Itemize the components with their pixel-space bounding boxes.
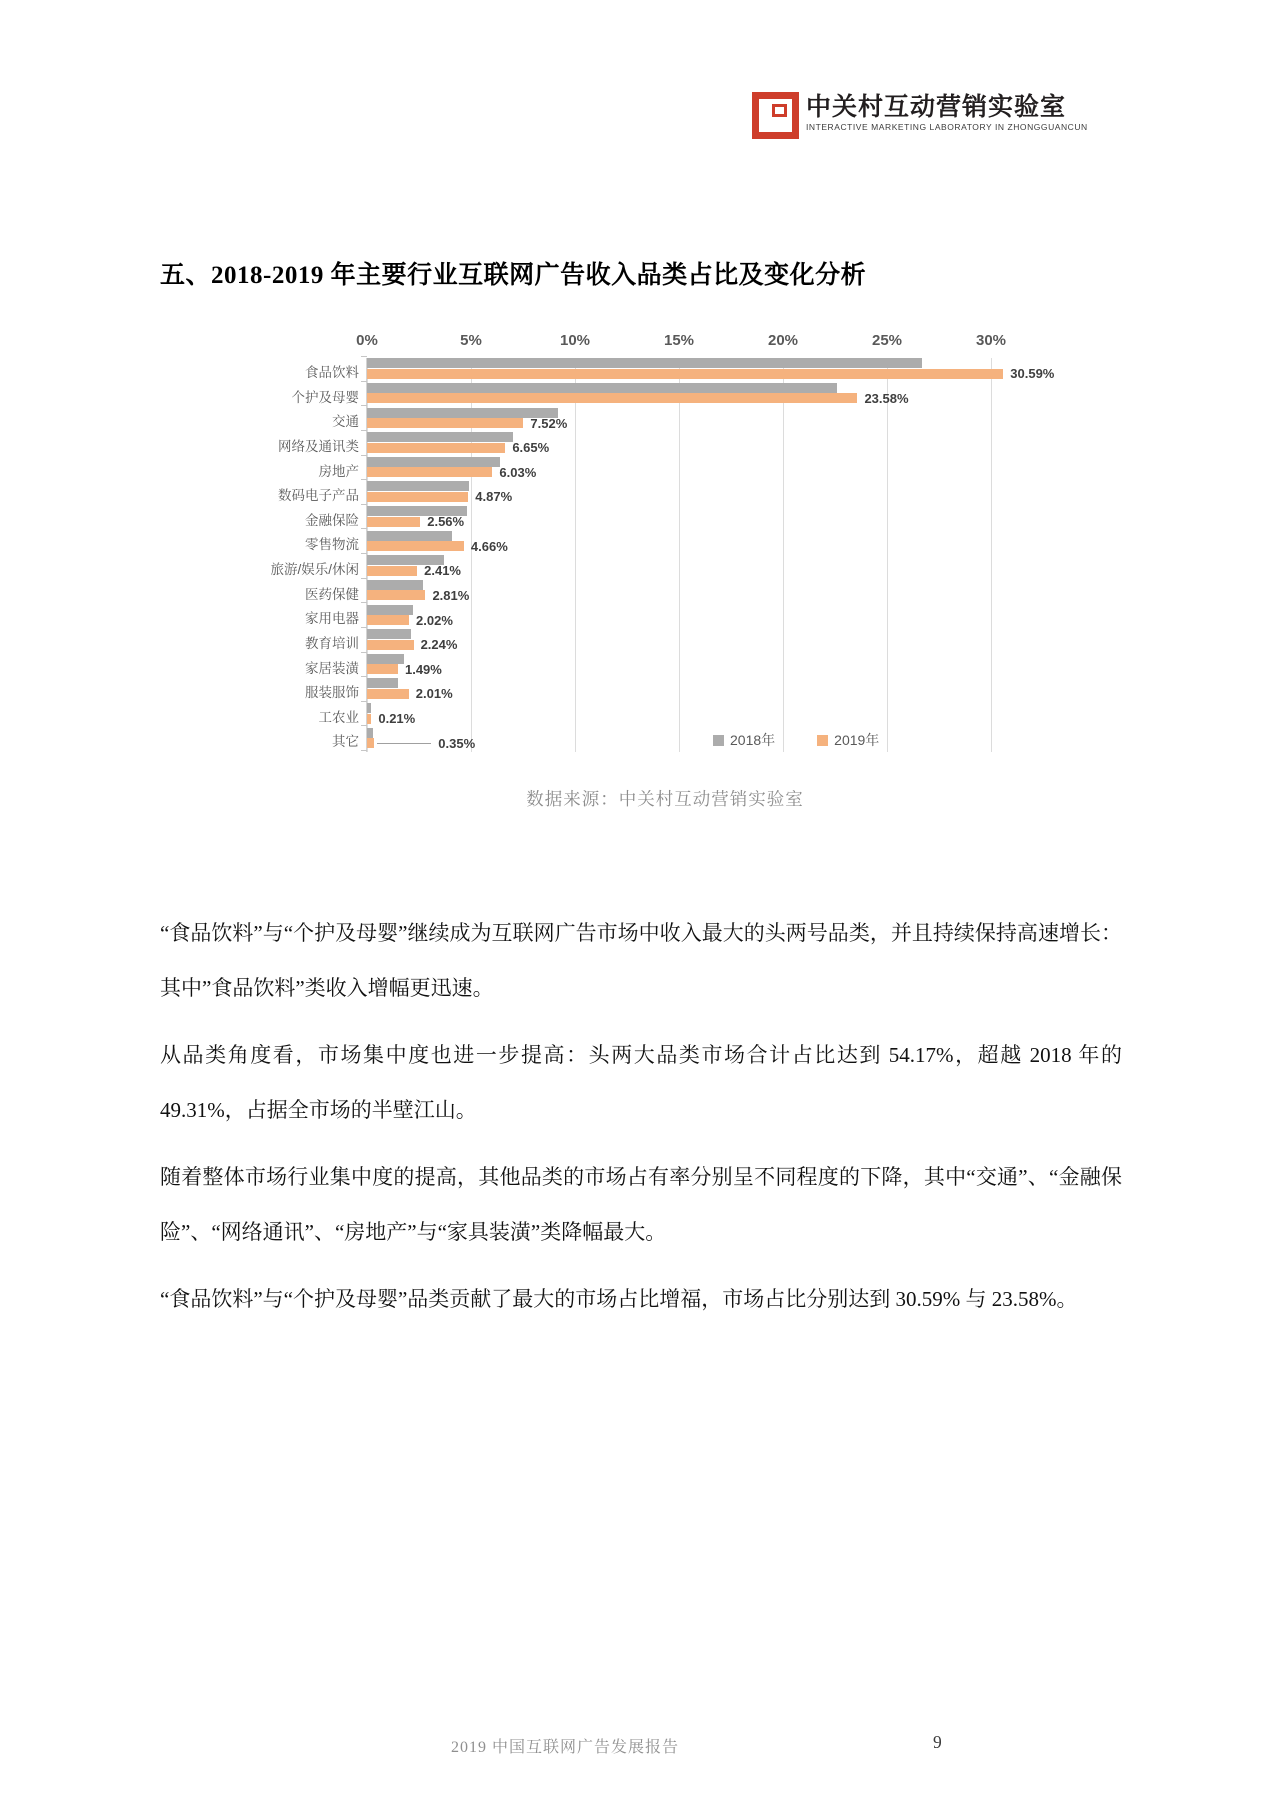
value-label: 1.49% [404,661,442,677]
bar-2018 [367,629,411,639]
paragraph-1: “食品饮料”与“个护及母婴”继续成为互联网广告市场中收入最大的头两号品类，并且持续保持高速增长：其中”食品饮料”类收入增幅更迅速。 [160,921,1122,1000]
bar-2018 [367,383,837,393]
bar-2018 [367,481,469,491]
x-axis-tick-label: 10% [559,332,591,349]
chart-plot-area [270,332,1055,752]
bar-2018 [367,531,452,541]
bar-row [305,654,993,677]
bar-row [305,678,993,702]
y-axis-tick [361,627,367,628]
body-text [160,906,1122,1339]
y-axis-tick [361,652,367,653]
bar-row [305,629,993,653]
category-label: 个护及母婴 [291,389,359,405]
y-axis-tick [361,528,367,529]
category-label: 其它 [332,734,359,750]
bar-row [278,481,993,505]
bar-2019 [367,615,409,625]
bar-row [291,383,993,406]
y-axis-tick [361,504,367,505]
bar-row [318,703,993,727]
value-label: 2.56% [427,514,465,530]
value-label: 7.52% [530,415,568,431]
bar-row [318,457,993,480]
x-axis-tick-label: 5% [460,332,482,349]
bar-2018 [367,358,922,368]
y-axis-tick [361,479,367,480]
bar-row [305,604,993,628]
category-label: 家用电器 [305,611,359,627]
bar-row [305,358,1055,382]
logo-subtitle: INTERACTIVE MARKETING LABORATORY IN ZHONGGUANCUN [806,122,1088,132]
page-number: 9 [933,1732,942,1752]
footer-title: 2019 中国互联网广告发展报告 [450,1739,679,1756]
bar-2019 [367,443,505,453]
bar-2018 [367,654,404,664]
logo-title: 中关村互动营销实验室 [806,93,1067,121]
value-label: 2.24% [420,637,458,653]
bar-2019 [367,517,420,527]
bar-2018 [367,580,423,590]
category-label: 医药保健 [305,586,359,602]
category-label: 教育培训 [305,635,359,651]
category-label: 食品饮料 [305,365,359,380]
legend-item [713,730,775,750]
y-axis-tick [361,578,367,579]
logo-text [806,92,1088,133]
logo-mark-inner-square [772,104,787,117]
y-axis-tick [361,602,367,603]
bar-2019 [367,664,398,674]
bar-2019 [367,541,464,551]
y-axis-tick [361,553,367,554]
bar-2019 [367,590,425,600]
bar-row [270,555,993,579]
category-label: 家居装潢 [305,660,359,676]
legend-swatch-icon [713,735,724,746]
bar-2019 [367,393,857,403]
bar-row [332,407,993,431]
bar-row [305,580,993,603]
bar-2018 [367,432,513,442]
value-label: 30.59% [1010,366,1055,382]
category-label: 交通 [332,414,359,430]
category-label: 数码电子产品 [278,488,359,504]
bar-2019 [367,418,523,428]
y-axis-tick [361,725,367,726]
bar-2019 [367,714,371,724]
y-axis-tick [361,750,367,751]
y-axis-tick [361,381,367,382]
bar-2019 [367,467,492,477]
legend-label: 2018年 [730,732,776,748]
y-axis-tick [361,405,367,406]
value-label: 0.21% [378,711,416,727]
y-axis-tick [361,676,367,677]
bar-2018 [367,605,413,615]
category-label: 金融保险 [305,512,359,528]
x-axis-tick-label: 15% [663,332,695,349]
logo-mark-icon [752,92,799,139]
bar-2019 [367,640,414,650]
category-label: 旅游/娱乐/休闲 [270,562,359,578]
x-axis-tick-label: 25% [871,332,903,349]
value-label: 4.66% [470,538,508,554]
x-axis-tick-label: 0% [356,332,378,349]
paragraph-4: “食品饮料”与“个护及母婴”品类贡献了最大的市场占比增福，市场占比分别达到 30.59% 与 23.58%。 [160,1287,1078,1311]
value-label: 2.81% [432,587,470,603]
bar-2018 [367,728,373,738]
legend-label: 2019年 [834,732,880,748]
bar-2019 [367,738,374,748]
logo [752,92,1088,139]
category-label: 房地产 [318,463,359,479]
bar-2019 [367,369,1003,379]
legend-swatch-icon [817,735,828,746]
paragraph-3: 随着整体市场行业集中度的提高，其他品类的市场占有率分别呈不同程度的下降，其中“交通”、“金融保险”、“网络通讯”、“房地产”与“家具装潢”类降幅最大。 [160,1165,1122,1244]
value-label: 2.02% [416,612,453,628]
value-label: 4.87% [475,489,513,505]
bar-2019 [367,566,417,576]
bar-row [305,506,993,530]
bar-2019 [367,689,409,699]
value-label: 2.01% [415,686,453,702]
chart-source-caption: 数据来源：中关村互动营销实验室 [526,789,804,809]
callout-leader-line [377,743,431,744]
chart-legend [713,730,879,750]
y-axis-tick [361,455,367,456]
category-label: 网络及通讯类 [278,438,359,454]
x-axis-tick-label: 30% [975,332,1007,349]
value-label: 0.35% [438,735,476,751]
category-label: 服装服饰 [305,685,359,701]
paragraph-2: 从品类角度看，市场集中度也进一步提高：头两大品类市场合计占比达到 54.17%，超越 2018 年的 49.31%，占据全市场的半壁江山。 [160,1043,1122,1122]
section-heading: 五、2018-2019 年主要行业互联网广告收入品类占比及变化分析 [160,262,867,289]
bar-row [305,530,993,554]
bar-chart [250,332,1080,777]
category-label: 零售物流 [305,537,359,553]
value-label: 2.41% [424,563,461,579]
bar-row [278,432,993,456]
bar-2018 [367,457,500,467]
bar-row [332,727,993,751]
y-axis-tick [361,356,367,357]
value-label: 6.65% [512,440,550,456]
value-label: 6.03% [499,464,537,480]
bar-2018 [367,703,371,713]
value-label: 23.58% [864,390,909,406]
x-axis-tick-label: 20% [767,332,799,349]
y-axis-tick [361,701,367,702]
bar-2018 [367,678,398,688]
bar-2019 [367,492,468,502]
category-label: 工农业 [318,709,359,725]
legend-item [817,730,879,750]
y-axis-tick [361,430,367,431]
